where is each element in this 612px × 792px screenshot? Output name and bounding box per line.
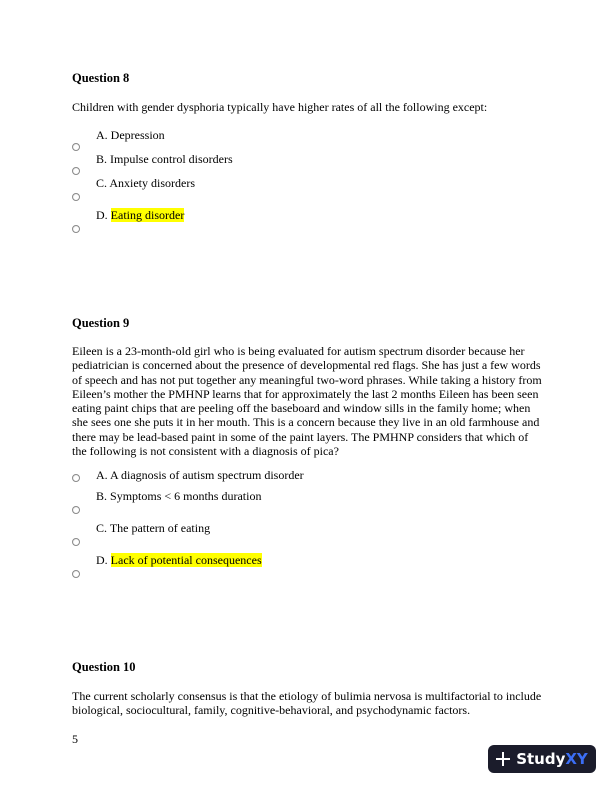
q8-option-a-radio[interactable] bbox=[72, 143, 80, 151]
question-8-title: Question 8 bbox=[72, 71, 130, 85]
highlighted-answer: Eating disorder bbox=[110, 208, 185, 222]
q8-option-c: C. Anxiety disorders bbox=[96, 176, 196, 190]
q8-option-b: B. Impulse control disorders bbox=[96, 152, 233, 166]
highlighted-answer: Lack of potential consequences bbox=[110, 553, 262, 567]
brand-text-part1: Study bbox=[516, 750, 566, 768]
page-number: 5 bbox=[72, 732, 78, 746]
question-8-text: Children with gender dysphoria typically have higher rates of all the following except: bbox=[72, 100, 488, 114]
question-10-title: Question 10 bbox=[72, 660, 136, 674]
question-10-text: The current scholarly consensus is that the etiology of bulimia nervosa is multifactorial to include biological, sociocultural, family, cognitive-behavioral, and psychodynamic factors. bbox=[72, 689, 542, 718]
q9-option-c-radio[interactable] bbox=[72, 538, 80, 546]
q9-option-b-radio[interactable] bbox=[72, 506, 80, 514]
question-9-title: Question 9 bbox=[72, 316, 130, 330]
q8-option-a: A. Depression bbox=[96, 128, 165, 142]
q8-option-b-radio[interactable] bbox=[72, 167, 80, 175]
q9-option-c: C. The pattern of eating bbox=[96, 521, 211, 535]
plus-icon bbox=[496, 752, 510, 766]
q9-option-d-radio[interactable] bbox=[72, 570, 80, 578]
question-9-text: Eileen is a 23-month-old girl who is being evaluated for autism spectrum disorder because her pediatrician is concerned about the presence of developmental red flags. She has just a few words of speech and has not put together any meaningful two-word phrases. While taking a history from Eileen’s mother the PMHNP learns that for approximately the last 2 months Eileen has been seen eating paint chips that are peeling off the baseboard and window sills in the family home; when she sees one she puts it in her mouth. This is a concern because they live in an old farmhouse and there may be lead-based paint in some of the paint layers. The PMHNP considers that which of the following is not consistent with a diagnosis of pica? bbox=[72, 344, 542, 459]
q9-option-b: B. Symptoms < 6 months duration bbox=[96, 489, 262, 503]
studyxy-logo bbox=[488, 745, 596, 773]
brand-text-part2: XY bbox=[565, 750, 588, 768]
q8-option-d: D. Eating disorder bbox=[96, 208, 185, 222]
q8-option-d-radio[interactable] bbox=[72, 225, 80, 233]
q9-option-a-radio[interactable] bbox=[72, 474, 80, 482]
q8-option-c-radio[interactable] bbox=[72, 193, 80, 201]
q9-option-d: D. Lack of potential consequences bbox=[96, 553, 262, 567]
q9-option-a: A. A diagnosis of autism spectrum disorder bbox=[96, 468, 304, 482]
